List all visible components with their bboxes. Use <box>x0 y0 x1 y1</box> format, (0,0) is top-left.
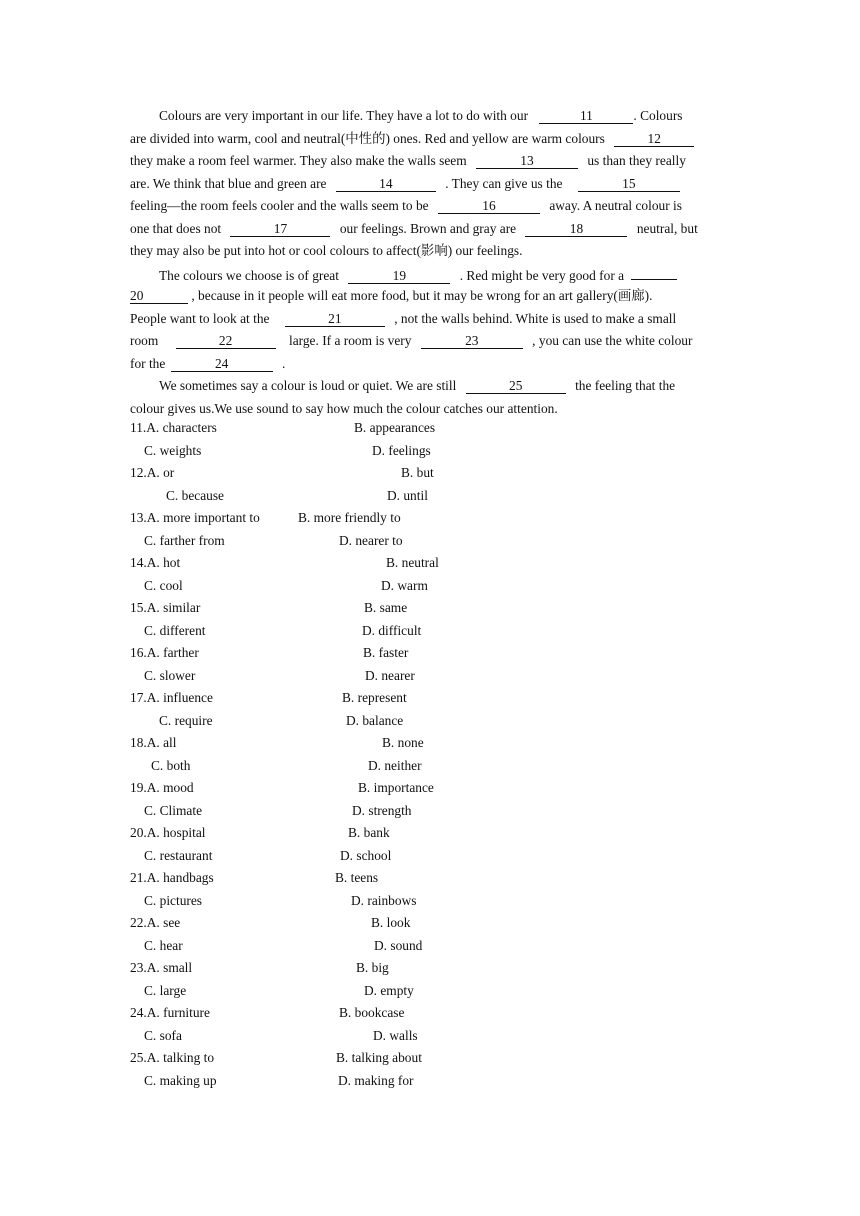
passage-text: . They can give us the <box>445 175 563 191</box>
passage-line <box>130 308 676 331</box>
option-c: C. different <box>144 622 206 638</box>
passage-line <box>130 173 680 196</box>
option-a: 20.A. hospital <box>130 825 206 840</box>
option-b: B. appearances <box>354 420 436 435</box>
answer-blank: 16 <box>438 197 540 214</box>
answer-blank <box>631 263 677 280</box>
option-a: 23.A. small <box>130 960 193 975</box>
option-d: D. difficult <box>362 622 422 638</box>
option-b: B. more friendly to <box>298 510 401 525</box>
passage-line <box>130 218 698 241</box>
answer-blank: 12 <box>614 130 694 147</box>
option-d: D. school <box>340 847 392 863</box>
option-a: 25.A. talking to <box>130 1050 215 1065</box>
option-a: 21.A. handbags <box>130 870 214 885</box>
option-c: C. farther from <box>144 532 225 548</box>
option-b: B. bookcase <box>339 1005 405 1020</box>
passage-text: Colours are very important in our life. They have a lot to do with our <box>159 108 529 123</box>
option-b: B. look <box>371 915 411 930</box>
option-b: B. none <box>382 735 424 750</box>
answer-blank: 21 <box>285 310 385 327</box>
passage-text: neutral, but <box>636 220 698 236</box>
answer-blank: 18 <box>525 220 627 237</box>
answer-blank: 15 <box>578 175 680 192</box>
passage-line <box>130 330 692 353</box>
passage-text: , because in it people will eat more food, but it may be wrong for an art gallery(画廊). <box>191 288 653 303</box>
passage-line <box>130 398 558 421</box>
passage-text: are divided into warm, cool and neutral(中性的) ones. Red and yellow are warm colours <box>130 130 605 146</box>
option-d: D. empty <box>364 982 414 998</box>
option-d: D. balance <box>346 712 404 728</box>
option-d: D. rainbows <box>351 892 417 908</box>
option-c: C. pictures <box>144 892 203 908</box>
option-c: C. making up <box>144 1072 217 1088</box>
passage-line <box>130 195 682 218</box>
passage-text: , you can use the white colour <box>532 333 693 348</box>
passage-text: away. A neutral colour is <box>549 198 682 213</box>
passage-text: our feelings. Brown and gray are <box>339 220 517 236</box>
passage-text: room <box>130 333 159 348</box>
passage-text: large. If a room is very <box>288 333 412 348</box>
option-d: D. warm <box>381 577 428 593</box>
passage-text: We sometimes say a colour is loud or quiet. We are still <box>159 378 457 393</box>
option-a: 17.A. influence <box>130 690 213 705</box>
answer-blank: 24 <box>171 355 273 372</box>
option-c: C. slower <box>144 667 196 683</box>
passage-text: for the <box>130 355 166 371</box>
option-d: D. until <box>387 487 428 503</box>
passage-line <box>159 375 675 398</box>
option-a: 19.A. mood <box>130 780 194 795</box>
answer-blank: 11 <box>539 107 633 124</box>
option-c: C. both <box>151 757 191 773</box>
option-c: C. Climate <box>144 802 203 818</box>
passage-line <box>159 105 683 128</box>
option-a: 13.A. more important to <box>130 510 260 525</box>
answer-blank: 13 <box>476 152 578 169</box>
option-c: C. sofa <box>144 1027 182 1043</box>
option-d: D. feelings <box>372 442 431 458</box>
option-c: C. because <box>166 487 225 503</box>
option-d: D. neither <box>368 757 422 773</box>
passage-text: they make a room feel warmer. They also make the walls seem <box>130 153 467 168</box>
passage-text: . <box>282 355 286 371</box>
option-b: B. bank <box>348 825 390 840</box>
option-b: B. importance <box>358 780 434 795</box>
passage-text: . Red might be very good for a <box>459 267 625 283</box>
passage-line <box>130 150 686 173</box>
option-b: B. represent <box>342 690 407 705</box>
passage-text: are. We think that blue and green are <box>130 175 327 191</box>
option-c: C. weights <box>144 442 202 458</box>
option-b: B. neutral <box>386 555 439 570</box>
passage-text: People want to look at the <box>130 310 270 326</box>
option-d: D. nearer <box>365 667 415 683</box>
passage-text: . Colours <box>633 108 683 123</box>
option-a: 11.A. characters <box>130 420 217 435</box>
answer-blank: 17 <box>230 220 330 237</box>
passage-line <box>159 263 677 286</box>
passage-text: they may also be put into hot or cool colours to affect(影响) our feelings. <box>130 243 523 258</box>
option-b: B. but <box>401 465 434 480</box>
option-c: C. require <box>159 712 213 728</box>
passage-line <box>130 240 522 263</box>
passage-text: , not the walls behind. White is used to make a small <box>394 310 677 326</box>
option-d: D. strength <box>352 802 412 818</box>
answer-blank: 25 <box>466 377 566 394</box>
passage-text: colour gives us.We use sound to say how much the colour catches our attention. <box>130 400 558 416</box>
option-a: 12.A. or <box>130 465 175 480</box>
answer-blank: 23 <box>421 332 523 349</box>
option-b: B. teens <box>335 870 379 885</box>
option-b: B. talking about <box>336 1050 422 1065</box>
option-a: 16.A. farther <box>130 645 199 660</box>
passage-text: the feeling that the <box>575 378 676 393</box>
option-b: B. same <box>364 600 408 615</box>
passage-text: feeling—the room feels cooler and the walls seem to be <box>130 198 429 213</box>
answer-blank: 22 <box>176 332 276 349</box>
passage-text: The colours we choose is of great <box>159 267 339 283</box>
option-c: C. restaurant <box>144 847 213 863</box>
option-d: D. sound <box>374 937 423 953</box>
option-d: D. making for <box>338 1072 414 1088</box>
option-a: 15.A. similar <box>130 600 201 615</box>
passage-line <box>130 285 652 308</box>
passage-text: us than they really <box>587 153 686 168</box>
answer-blank: 14 <box>336 175 436 192</box>
option-d: D. walls <box>373 1027 418 1043</box>
answer-blank: 20 <box>130 287 188 304</box>
option-b: B. big <box>356 960 389 975</box>
passage-text: one that does not <box>130 220 222 236</box>
option-d: D. nearer to <box>339 532 403 548</box>
option-a: 14.A. hot <box>130 555 181 570</box>
option-c: C. cool <box>144 577 183 593</box>
answer-blank: 19 <box>348 267 450 284</box>
option-c: C. hear <box>144 937 183 953</box>
option-a: 22.A. see <box>130 915 181 930</box>
option-c: C. large <box>144 982 187 998</box>
passage-line <box>130 128 694 151</box>
option-a: 18.A. all <box>130 735 177 750</box>
option-a: 24.A. furniture <box>130 1005 210 1020</box>
passage-line <box>130 353 285 376</box>
option-b: B. faster <box>363 645 409 660</box>
